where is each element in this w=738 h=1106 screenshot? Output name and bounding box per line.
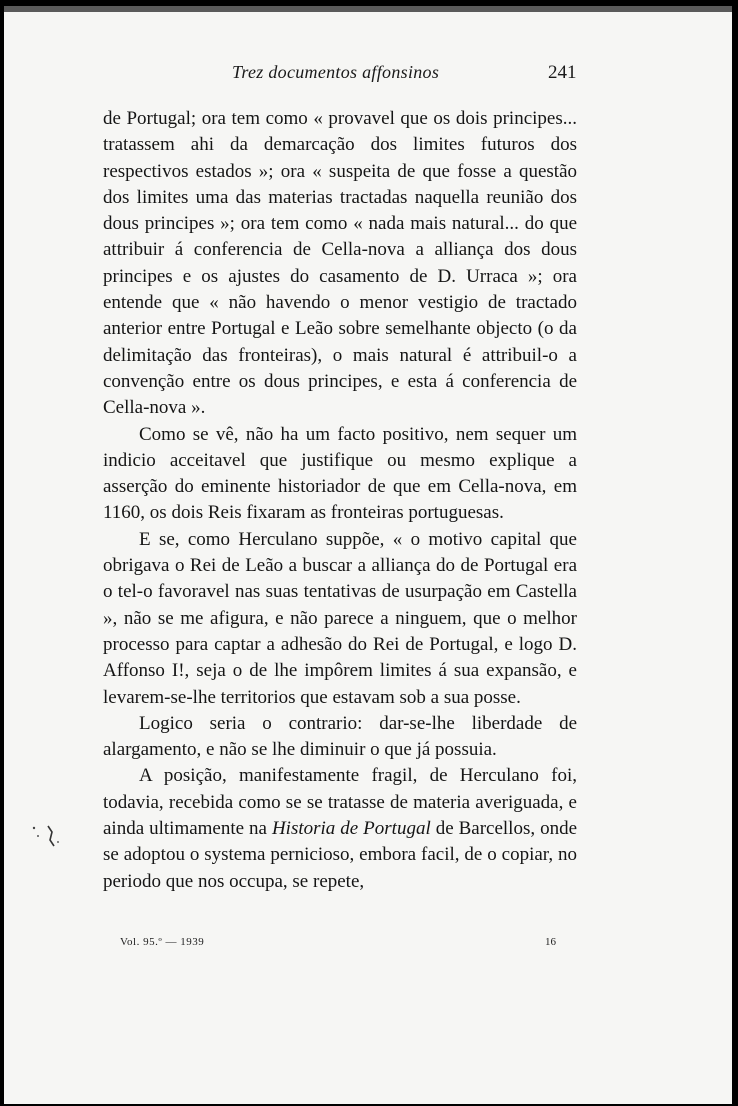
page-header (0, 62, 738, 86)
volume-signature: Vol. 95.º — 1939 (120, 936, 205, 948)
scan-specks (28, 822, 68, 852)
sheet-number: 16 (545, 936, 556, 948)
body-text (103, 106, 577, 895)
paragraph: de Portugal; ora tem como « provavel que os dois principes... tratassem ahi da demarcação dos limites futuros dos respectivos estados »; ora « suspeita de que fosse a questão dos limites uma das materias tractadas naquella reunião dos dous principes »; ora tem como « nada mais natural... do que attribuir á conferencia de Cella-nova a alliança dos dous principes e os ajustes do casamento de D. Urraca »; ora entende que « não havendo o menor vestigio de tractado anterior entre Portugal e Leão sobre semelhante objecto (o da delimitação das fronteiras), o mais natural é attribuil-o a convenção entre os dous principes, e esta á conferencia de Cella-nova ». (103, 108, 577, 419)
text-run: A posição, manifestamente fragil, de Herculano foi, todavia, recebida como se se tratasse de materia averiguada, e ainda ultimamente na (103, 765, 577, 840)
paragraph: E se, como Herculano suppõe, « o motivo capital que obrigava o Rei de Leão a buscar a alliança do de Portugal era o tel-o favoravel nas suas tentativas de usurpação em Castella », não se me afigura, e não parece a ninguem, que o melhor processo para captar a adhesão do Rei de Portugal, e logo D. Affonso I!, seja o de lhe impôrem limites á sua expansão, e levarem-se-lhe territorios que estavam sob a sua posse. (103, 528, 577, 708)
running-title: Trez documentos affonsinos (232, 62, 440, 82)
paragraph: Logico seria o contrario: dar-se-lhe liberdade de alargamento, e não se lhe diminuir o que já possuia. (103, 712, 577, 761)
paragraph: Como se vê, não ha um facto positivo, nem sequer um indicio acceitavel que justifique ou mesmo explique a asserção do eminente historiador de que em Cella-nova, em 1160, os dois Reis fixaram as fronteiras portuguesas. (103, 423, 577, 524)
paragraph-last (103, 763, 577, 894)
book-title: Historia de Portugal (271, 818, 431, 840)
text-run: de Barcellos, onde se adoptou o systema pernicioso, embora facil, de o copiar, no periodo que nos occupa, se repete, (103, 818, 577, 892)
page-number: 241 (548, 62, 577, 83)
